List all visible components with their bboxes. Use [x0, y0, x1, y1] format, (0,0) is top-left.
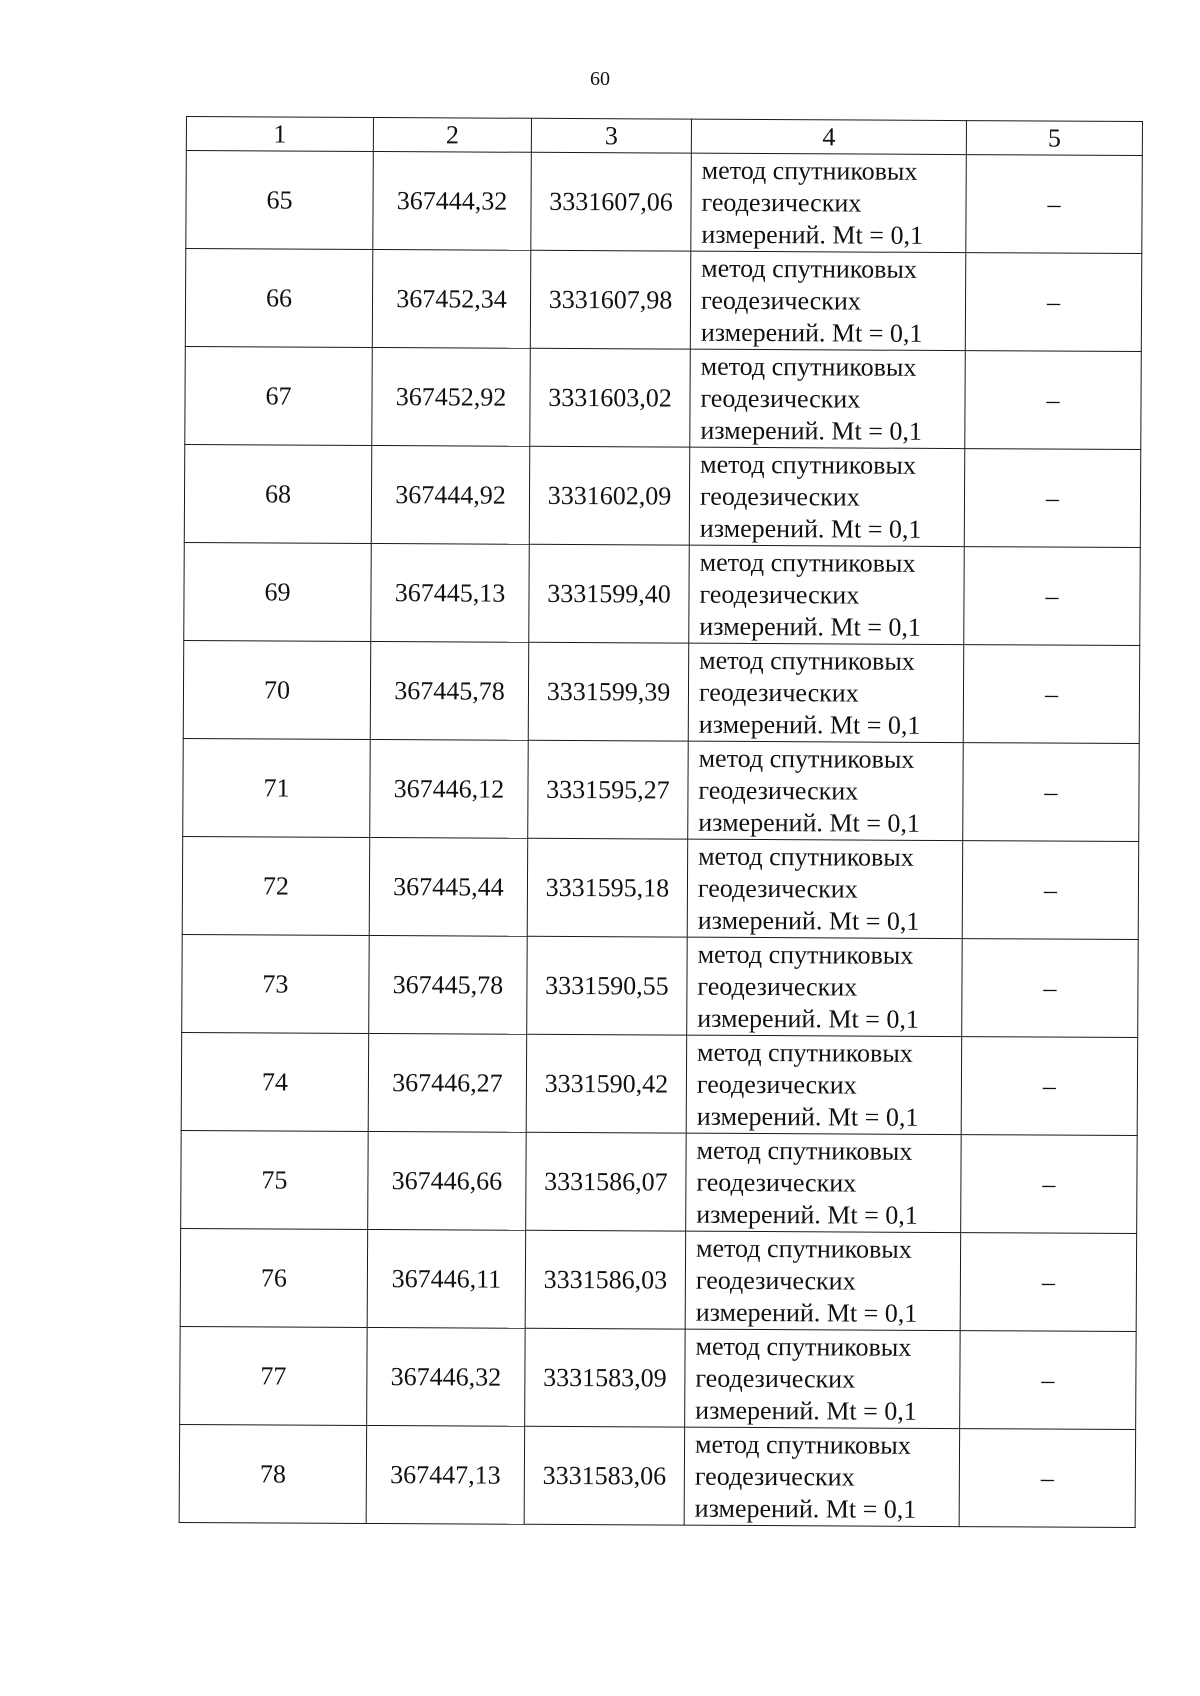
method-cell — [687, 937, 963, 1036]
method-cell — [685, 1329, 961, 1428]
description-cell: – — [966, 155, 1143, 254]
table-row — [181, 1130, 1138, 1233]
description-cell: – — [960, 1233, 1137, 1332]
coordinates-table — [179, 116, 1143, 1528]
coordinate-x-cell: 367445,44 — [369, 837, 528, 936]
point-number-cell: 75 — [181, 1130, 369, 1229]
table-body — [179, 151, 1142, 1528]
column-header-3: 3 — [531, 118, 691, 153]
method-text-line-1: метод спутниковых — [700, 449, 916, 480]
method-text-line-1: метод спутниковых — [701, 253, 917, 284]
point-number-cell: 77 — [180, 1326, 368, 1425]
method-text-line-3: измерений. Mt = 0,1 — [698, 807, 920, 838]
point-number-cell: 76 — [180, 1228, 368, 1327]
description-cell: – — [962, 939, 1139, 1038]
description-cell: – — [963, 743, 1140, 842]
point-number-cell: 70 — [183, 640, 371, 739]
column-header-2: 2 — [373, 117, 531, 152]
table-row — [184, 542, 1141, 645]
table-row — [180, 1326, 1137, 1429]
method-cell — [686, 1035, 962, 1134]
description-cell: – — [963, 645, 1140, 744]
description-cell: – — [965, 351, 1142, 450]
coordinate-y-cell: 3331607,98 — [530, 250, 691, 349]
method-text-line-2: геодезических — [699, 481, 860, 512]
coordinate-y-cell: 3331603,02 — [530, 348, 691, 447]
coordinate-x-cell: 367447,13 — [366, 1425, 525, 1524]
method-text-line-2: геодезических — [694, 1461, 855, 1492]
method-text-line-1: метод спутниковых — [696, 1233, 912, 1264]
point-number-cell: 78 — [179, 1424, 367, 1523]
coordinate-x-cell: 367446,11 — [367, 1229, 526, 1328]
method-cell — [689, 545, 965, 644]
column-header-1: 1 — [186, 117, 373, 152]
table-row — [185, 249, 1142, 352]
coordinate-y-cell: 3331602,09 — [529, 446, 690, 545]
method-cell — [684, 1427, 960, 1526]
method-text-line-1: метод спутниковых — [701, 155, 918, 186]
coordinates-table-container — [179, 116, 1142, 1528]
method-text-line-1: метод спутниковых — [696, 1135, 913, 1166]
method-text-line-3: измерений. Mt = 0,1 — [694, 1493, 917, 1524]
method-text-line-3: измерений. Mt = 0,1 — [698, 709, 921, 740]
method-text-line-3: измерений. Mt = 0,1 — [695, 1297, 918, 1328]
coordinate-y-cell: 3331590,55 — [527, 936, 688, 1035]
coordinate-y-cell: 3331583,09 — [525, 1328, 686, 1427]
method-text-line-1: метод спутниковых — [697, 939, 914, 970]
method-text-line-1: метод спутниковых — [698, 841, 914, 872]
coordinate-x-cell: 367446,12 — [370, 739, 529, 838]
method-text-line-3: измерений. Mt = 0,1 — [695, 1395, 917, 1426]
method-text-line-3: измерений. Mt = 0,1 — [700, 415, 923, 446]
description-cell: – — [964, 449, 1141, 548]
point-number-cell: 73 — [182, 934, 370, 1033]
method-cell — [690, 349, 966, 448]
method-text-line-3: измерений. Mt = 0,1 — [700, 317, 923, 348]
coordinate-x-cell: 367446,32 — [367, 1327, 526, 1426]
method-text-line-2: геодезических — [696, 1167, 857, 1198]
coordinate-y-cell: 3331607,06 — [531, 152, 692, 251]
table-row — [184, 444, 1141, 547]
method-cell — [689, 447, 965, 546]
table-row — [182, 836, 1139, 939]
method-text-line-1: метод спутниковых — [699, 645, 915, 676]
coordinate-y-cell: 3331599,40 — [529, 544, 690, 643]
method-text-line-2: геодезических — [697, 971, 858, 1002]
description-cell: – — [962, 841, 1139, 940]
point-number-cell: 69 — [184, 542, 372, 641]
method-text-line-1: метод спутниковых — [694, 1429, 911, 1460]
method-text-line-1: метод спутниковых — [699, 547, 916, 578]
method-text-line-3: измерений. Mt = 0,1 — [697, 905, 920, 936]
coordinate-y-cell: 3331599,39 — [528, 642, 689, 741]
method-text-line-3: измерений. Mt = 0,1 — [696, 1101, 919, 1132]
method-text-line-2: геодезических — [695, 1265, 856, 1296]
method-text-line-2: геодезических — [696, 1069, 857, 1100]
point-number-cell: 66 — [185, 249, 373, 348]
point-number-cell: 71 — [183, 738, 371, 837]
method-text-line-3: измерений. Mt = 0,1 — [697, 1003, 919, 1034]
description-cell: – — [964, 547, 1141, 646]
header-row — [186, 117, 1142, 156]
method-text-line-2: геодезических — [695, 1363, 856, 1394]
method-text-line-1: метод спутниковых — [695, 1331, 912, 1362]
coordinate-y-cell: 3331586,03 — [525, 1230, 686, 1329]
table-row — [181, 1032, 1138, 1135]
table-row — [183, 738, 1140, 841]
method-text-line-2: геодезических — [698, 775, 859, 806]
method-text-line-2: геодезических — [700, 383, 861, 414]
description-cell: – — [961, 1037, 1138, 1136]
method-cell — [688, 741, 964, 840]
point-number-cell: 65 — [186, 151, 374, 250]
coordinate-x-cell: 367452,34 — [372, 249, 531, 348]
method-text-line-1: метод спутниковых — [700, 351, 917, 382]
method-cell — [685, 1231, 961, 1330]
method-text-line-3: измерений. Mt = 0,1 — [696, 1199, 918, 1230]
coordinate-y-cell: 3331590,42 — [526, 1034, 687, 1133]
method-cell — [691, 153, 967, 252]
point-number-cell: 68 — [184, 444, 372, 543]
point-number-cell: 74 — [181, 1032, 369, 1131]
coordinate-y-cell: 3331595,27 — [528, 740, 689, 839]
method-cell — [688, 643, 964, 742]
method-cell — [686, 1133, 962, 1232]
coordinate-x-cell: 367446,27 — [368, 1033, 527, 1132]
method-text-line-2: геодезических — [698, 677, 859, 708]
description-cell: – — [960, 1331, 1137, 1430]
method-text-line-2: геодезических — [701, 187, 862, 218]
method-cell — [687, 839, 963, 938]
description-cell: – — [961, 1135, 1138, 1234]
method-text-line-1: метод спутниковых — [697, 1037, 913, 1068]
coordinate-y-cell: 3331595,18 — [527, 838, 688, 937]
coordinate-y-cell: 3331586,07 — [526, 1132, 687, 1231]
column-header-5: 5 — [966, 121, 1142, 156]
coordinate-x-cell: 367444,32 — [373, 151, 532, 250]
table-row — [183, 640, 1140, 743]
coordinate-x-cell: 367446,66 — [368, 1131, 527, 1230]
coordinate-x-cell: 367445,13 — [371, 543, 530, 642]
method-text-line-2: геодезических — [700, 285, 861, 316]
method-text-line-3: измерений. Mt = 0,1 — [701, 219, 924, 250]
method-text-line-2: геодезических — [697, 873, 858, 904]
method-text-line-3: измерений. Mt = 0,1 — [699, 611, 922, 642]
coordinate-x-cell: 367444,92 — [371, 445, 530, 544]
method-text-line-1: метод спутниковых — [698, 743, 915, 774]
point-number-cell: 72 — [182, 836, 370, 935]
table-row — [179, 1424, 1136, 1527]
description-cell: – — [959, 1429, 1136, 1528]
description-cell: – — [965, 253, 1142, 352]
method-text-line-3: измерений. Mt = 0,1 — [699, 513, 922, 544]
method-text-line-2: геодезических — [699, 579, 860, 610]
column-header-4: 4 — [691, 119, 966, 154]
point-number-cell: 67 — [185, 346, 373, 445]
coordinate-x-cell: 367445,78 — [369, 935, 528, 1034]
table-row — [180, 1228, 1137, 1331]
coordinate-x-cell: 367445,78 — [370, 641, 529, 740]
table-row — [182, 934, 1139, 1037]
coordinate-y-cell: 3331583,06 — [524, 1426, 685, 1525]
table-row — [185, 346, 1142, 449]
method-cell — [690, 251, 966, 350]
page-number: 60 — [590, 68, 610, 90]
table-row — [186, 151, 1143, 254]
coordinate-x-cell: 367452,92 — [372, 347, 531, 446]
